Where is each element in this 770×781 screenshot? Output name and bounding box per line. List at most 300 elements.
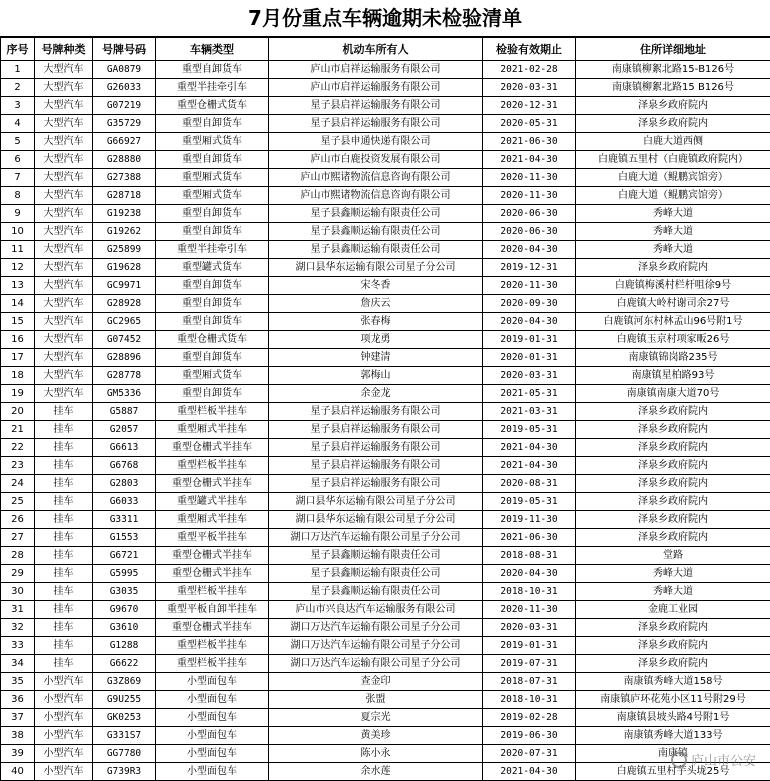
cell-plate-type: 小型汽车: [35, 691, 93, 709]
table-row: [1, 601, 770, 619]
cell-plate-type: 大型汽车: [35, 349, 93, 367]
cell-vehicle-type: 重型仓栅式货车: [156, 97, 269, 115]
cell-plate-type: 挂车: [35, 421, 93, 439]
cell-expiry: 2020-12-31: [483, 97, 576, 115]
cell-address: 南康镇: [576, 745, 770, 763]
cell-seq: 24: [1, 475, 35, 493]
cell-expiry: 2020-04-30: [483, 241, 576, 259]
cell-plate-type: 大型汽车: [35, 61, 93, 79]
table-row: [1, 655, 770, 673]
cell-plate-type: 大型汽车: [35, 187, 93, 205]
cell-owner: 星子县启祥运输服务有限公司: [269, 421, 483, 439]
cell-plate-number: G1553: [93, 529, 156, 547]
cell-plate-type: 小型汽车: [35, 673, 93, 691]
cell-seq: 28: [1, 547, 35, 565]
cell-vehicle-type: 重型自卸货车: [156, 151, 269, 169]
table-row: [1, 385, 770, 403]
table-row: [1, 493, 770, 511]
cell-plate-number: G5887: [93, 403, 156, 421]
cell-address: 白鹿大道（鲲鹏宾馆旁）: [576, 187, 770, 205]
cell-owner: 星子县鑫顺运输有限责任公司: [269, 583, 483, 601]
cell-plate-type: 大型汽车: [35, 169, 93, 187]
table-row: [1, 511, 770, 529]
cell-owner: 湖口万达汽车运输有限公司星子分公司: [269, 655, 483, 673]
cell-plate-type: 小型汽车: [35, 763, 93, 781]
cell-owner: 星子县启祥运输服务有限公司: [269, 475, 483, 493]
cell-vehicle-type: 重型仓栅式半挂车: [156, 565, 269, 583]
cell-plate-number: G25899: [93, 241, 156, 259]
cell-expiry: 2019-07-31: [483, 655, 576, 673]
table-row: [1, 331, 770, 349]
cell-address: 泽泉乡政府院内: [576, 421, 770, 439]
cell-seq: 15: [1, 313, 35, 331]
cell-vehicle-type: 重型厢式货车: [156, 187, 269, 205]
cell-vehicle-type: 重型厢式货车: [156, 367, 269, 385]
cell-plate-type: 大型汽车: [35, 313, 93, 331]
table-row: [1, 439, 770, 457]
cell-expiry: 2020-08-31: [483, 475, 576, 493]
cell-address: 泽泉乡政府院内: [576, 259, 770, 277]
cell-plate-number: G1288: [93, 637, 156, 655]
cell-plate-type: 大型汽车: [35, 385, 93, 403]
cell-address: 泽泉乡政府院内: [576, 475, 770, 493]
cell-plate-number: GM5336: [93, 385, 156, 403]
cell-vehicle-type: 重型自卸货车: [156, 61, 269, 79]
cell-expiry: 2019-05-31: [483, 421, 576, 439]
cell-owner: 星子县启祥运输服务有限公司: [269, 439, 483, 457]
cell-plate-type: 挂车: [35, 475, 93, 493]
table-row: [1, 115, 770, 133]
cell-owner: 湖口万达汽车运输有限公司星子分公司: [269, 529, 483, 547]
cell-seq: 26: [1, 511, 35, 529]
header-address: 住所详细地址: [576, 38, 770, 61]
cell-address: 金鹿工业园: [576, 601, 770, 619]
cell-expiry: 2021-06-30: [483, 133, 576, 151]
cell-vehicle-type: 重型厢式货车: [156, 169, 269, 187]
cell-plate-type: 大型汽车: [35, 133, 93, 151]
cell-plate-type: 挂车: [35, 601, 93, 619]
table-row: [1, 259, 770, 277]
cell-seq: 12: [1, 259, 35, 277]
cell-owner: 钟建清: [269, 349, 483, 367]
cell-seq: 20: [1, 403, 35, 421]
cell-owner: 陈小永: [269, 745, 483, 763]
cell-address: 秀峰大道: [576, 223, 770, 241]
cell-seq: 11: [1, 241, 35, 259]
table-row: [1, 583, 770, 601]
table-row: [1, 79, 770, 97]
table-row: [1, 403, 770, 421]
cell-owner: 湖口县华东运输有限公司星子分公司: [269, 259, 483, 277]
cell-expiry: 2019-06-30: [483, 727, 576, 745]
cell-address: 南康镇秀峰大道158号: [576, 673, 770, 691]
cell-seq: 3: [1, 97, 35, 115]
cell-seq: 38: [1, 727, 35, 745]
cell-owner: 庐山市熙诸物流信息咨询有限公司: [269, 187, 483, 205]
cell-owner: 夏宗光: [269, 709, 483, 727]
cell-vehicle-type: 重型仓栅式半挂车: [156, 547, 269, 565]
cell-expiry: 2018-10-31: [483, 583, 576, 601]
cell-owner: 庐山市启祥运输服务有限公司: [269, 79, 483, 97]
cell-plate-type: 挂车: [35, 529, 93, 547]
cell-plate-number: G19628: [93, 259, 156, 277]
cell-address: 泽泉乡政府院内: [576, 115, 770, 133]
cell-expiry: 2019-01-31: [483, 331, 576, 349]
cell-owner: 星子县鑫顺运输有限责任公司: [269, 223, 483, 241]
table-row: [1, 763, 770, 781]
cell-owner: 星子县启祥运输服务有限公司: [269, 403, 483, 421]
cell-plate-number: G6033: [93, 493, 156, 511]
table-row: [1, 745, 770, 763]
cell-expiry: 2020-01-31: [483, 349, 576, 367]
cell-owner: 项龙勇: [269, 331, 483, 349]
cell-expiry: 2020-11-30: [483, 187, 576, 205]
cell-owner: 湖口县华东运输有限公司星子分公司: [269, 493, 483, 511]
cell-expiry: 2021-04-30: [483, 439, 576, 457]
table-row: [1, 529, 770, 547]
table-row: [1, 97, 770, 115]
cell-vehicle-type: 重型自卸货车: [156, 295, 269, 313]
cell-owner: 星子县启祥运输服务有限公司: [269, 97, 483, 115]
cell-owner: 余水莲: [269, 763, 483, 781]
cell-vehicle-type: 重型自卸货车: [156, 349, 269, 367]
cell-owner: 星子县启祥运输服务有限公司: [269, 115, 483, 133]
cell-address: 泽泉乡政府院内: [576, 529, 770, 547]
cell-plate-number: G6768: [93, 457, 156, 475]
header-vehicle-type: 车辆类型: [156, 38, 269, 61]
cell-expiry: 2020-03-31: [483, 619, 576, 637]
cell-vehicle-type: 重型半挂牵引车: [156, 241, 269, 259]
table-row: [1, 367, 770, 385]
cell-plate-number: G07219: [93, 97, 156, 115]
cell-expiry: 2021-04-30: [483, 457, 576, 475]
cell-plate-number: GC2965: [93, 313, 156, 331]
cell-plate-number: G3035: [93, 583, 156, 601]
cell-vehicle-type: 重型仓栅式半挂车: [156, 475, 269, 493]
cell-address: 南康镇锦岗路235号: [576, 349, 770, 367]
header-expiry: 检验有效期止: [483, 38, 576, 61]
cell-owner: 庐山市启祥运输服务有限公司: [269, 61, 483, 79]
cell-plate-type: 挂车: [35, 511, 93, 529]
cell-vehicle-type: 重型厢式货车: [156, 133, 269, 151]
cell-seq: 13: [1, 277, 35, 295]
cell-owner: 星子县申通快递有限公司: [269, 133, 483, 151]
cell-plate-number: G6613: [93, 439, 156, 457]
cell-seq: 32: [1, 619, 35, 637]
cell-plate-type: 挂车: [35, 457, 93, 475]
cell-owner: 星子县鑫顺运输有限责任公司: [269, 565, 483, 583]
cell-address: 南康镇秀峰大道133号: [576, 727, 770, 745]
cell-seq: 29: [1, 565, 35, 583]
cell-expiry: 2020-03-31: [483, 79, 576, 97]
cell-vehicle-type: 重型栏板半挂车: [156, 403, 269, 421]
table-row: [1, 169, 770, 187]
cell-expiry: 2020-04-30: [483, 565, 576, 583]
cell-plate-type: 挂车: [35, 403, 93, 421]
cell-address: 白鹿大道西侧: [576, 133, 770, 151]
cell-address: 南康镇南康大道70号: [576, 385, 770, 403]
cell-plate-number: G6622: [93, 655, 156, 673]
cell-seq: 6: [1, 151, 35, 169]
cell-plate-number: GK0253: [93, 709, 156, 727]
cell-plate-number: GG7780: [93, 745, 156, 763]
watermark-text: 庐山市公安: [690, 754, 756, 769]
cell-address: 白鹿镇大岭村谢司余27号: [576, 295, 770, 313]
cell-seq: 4: [1, 115, 35, 133]
cell-plate-number: G66927: [93, 133, 156, 151]
cell-plate-number: G28778: [93, 367, 156, 385]
cell-vehicle-type: 小型面包车: [156, 763, 269, 781]
cell-plate-number: G28880: [93, 151, 156, 169]
cell-expiry: 2019-02-28: [483, 709, 576, 727]
cell-vehicle-type: 重型自卸货车: [156, 385, 269, 403]
cell-plate-type: 大型汽车: [35, 79, 93, 97]
table-row: [1, 565, 770, 583]
cell-seq: 36: [1, 691, 35, 709]
cell-address: 泽泉乡政府院内: [576, 403, 770, 421]
table-row: [1, 133, 770, 151]
cell-vehicle-type: 重型罐式半挂车: [156, 493, 269, 511]
cell-expiry: 2020-07-31: [483, 745, 576, 763]
cell-address: 白鹿大道（鲲鹏宾馆旁）: [576, 169, 770, 187]
cell-seq: 34: [1, 655, 35, 673]
table-row: [1, 205, 770, 223]
cell-vehicle-type: 重型厢式半挂车: [156, 421, 269, 439]
cell-plate-number: G28928: [93, 295, 156, 313]
cell-vehicle-type: 重型自卸货车: [156, 223, 269, 241]
cell-expiry: 2020-04-30: [483, 313, 576, 331]
cell-seq: 22: [1, 439, 35, 457]
cell-plate-type: 大型汽车: [35, 205, 93, 223]
cell-address: 泽泉乡政府院内: [576, 655, 770, 673]
header-row: [1, 38, 770, 61]
cell-vehicle-type: 重型自卸货车: [156, 115, 269, 133]
cell-vehicle-type: 小型面包车: [156, 673, 269, 691]
header-seq: 序号: [1, 38, 35, 61]
cell-plate-number: G2803: [93, 475, 156, 493]
cell-expiry: 2018-08-31: [483, 547, 576, 565]
cell-plate-number: G19262: [93, 223, 156, 241]
cell-address: 南康镇县坡头路4号附1号: [576, 709, 770, 727]
cell-seq: 39: [1, 745, 35, 763]
cell-vehicle-type: 重型自卸货车: [156, 277, 269, 295]
cell-seq: 25: [1, 493, 35, 511]
cell-plate-number: G35729: [93, 115, 156, 133]
cell-plate-number: G26033: [93, 79, 156, 97]
cell-plate-type: 大型汽车: [35, 223, 93, 241]
cell-address: 泽泉乡政府院内: [576, 97, 770, 115]
cell-plate-type: 大型汽车: [35, 151, 93, 169]
cell-expiry: 2021-05-31: [483, 385, 576, 403]
cell-address: 南康镇星柏路93号: [576, 367, 770, 385]
cell-expiry: 2021-03-31: [483, 403, 576, 421]
cell-plate-type: 挂车: [35, 637, 93, 655]
cell-plate-number: G5995: [93, 565, 156, 583]
cell-owner: 庐山市白鹿投资发展有限公司: [269, 151, 483, 169]
cell-seq: 33: [1, 637, 35, 655]
cell-seq: 18: [1, 367, 35, 385]
cell-owner: 星子县鑫顺运输有限责任公司: [269, 205, 483, 223]
table-row: [1, 727, 770, 745]
cell-plate-type: 挂车: [35, 439, 93, 457]
cell-plate-type: 挂车: [35, 619, 93, 637]
wechat-account-icon: [671, 752, 687, 768]
cell-plate-type: 小型汽车: [35, 727, 93, 745]
cell-owner: 张春梅: [269, 313, 483, 331]
cell-expiry: 2021-06-30: [483, 529, 576, 547]
table-row: [1, 241, 770, 259]
cell-address: 泽泉乡政府院内: [576, 637, 770, 655]
table-row: [1, 691, 770, 709]
cell-expiry: 2020-05-31: [483, 115, 576, 133]
cell-plate-number: G27388: [93, 169, 156, 187]
cell-address: 白鹿镇五里村（白鹿镇政府院内）: [576, 151, 770, 169]
cell-owner: 詹庆云: [269, 295, 483, 313]
cell-expiry: 2020-06-30: [483, 223, 576, 241]
vehicle-table: [0, 37, 770, 781]
cell-owner: 湖口万达汽车运输有限公司星子分公司: [269, 619, 483, 637]
cell-seq: 10: [1, 223, 35, 241]
cell-plate-number: G9670: [93, 601, 156, 619]
cell-vehicle-type: 重型栏板半挂车: [156, 583, 269, 601]
cell-seq: 16: [1, 331, 35, 349]
cell-vehicle-type: 重型仓栅式半挂车: [156, 439, 269, 457]
cell-plate-number: G3610: [93, 619, 156, 637]
cell-address: 白鹿镇玉京村项家畈26号: [576, 331, 770, 349]
cell-expiry: 2019-05-31: [483, 493, 576, 511]
cell-owner: 庐山市兴良达汽车运输服务有限公司: [269, 601, 483, 619]
cell-vehicle-type: 小型面包车: [156, 745, 269, 763]
cell-plate-type: 小型汽车: [35, 709, 93, 727]
cell-vehicle-type: 小型面包车: [156, 727, 269, 745]
cell-plate-number: G3Z869: [93, 673, 156, 691]
table-row: [1, 349, 770, 367]
cell-plate-number: G739R3: [93, 763, 156, 781]
cell-vehicle-type: 重型栏板半挂车: [156, 637, 269, 655]
cell-address: 南康镇庐环花苑小区11号附29号: [576, 691, 770, 709]
cell-owner: 黄美珍: [269, 727, 483, 745]
cell-plate-number: G331S7: [93, 727, 156, 745]
cell-plate-type: 小型汽车: [35, 745, 93, 763]
cell-vehicle-type: 重型罐式货车: [156, 259, 269, 277]
cell-plate-number: G3311: [93, 511, 156, 529]
cell-expiry: 2020-03-31: [483, 367, 576, 385]
cell-vehicle-type: 重型仓栅式半挂车: [156, 619, 269, 637]
cell-plate-number: G6721: [93, 547, 156, 565]
cell-vehicle-type: 重型平板自卸半挂车: [156, 601, 269, 619]
cell-seq: 27: [1, 529, 35, 547]
cell-seq: 7: [1, 169, 35, 187]
table-row: [1, 421, 770, 439]
cell-seq: 19: [1, 385, 35, 403]
cell-address: 白鹿镇五里村芋头垅25号: [576, 763, 770, 781]
cell-address: 白鹿镇梅溪村栏杆咀徐9号: [576, 277, 770, 295]
cell-plate-number: G28718: [93, 187, 156, 205]
cell-expiry: 2020-09-30: [483, 295, 576, 313]
table-row: [1, 61, 770, 79]
cell-owner: 湖口万达汽车运输有限公司星子分公司: [269, 637, 483, 655]
cell-owner: 余金龙: [269, 385, 483, 403]
cell-address: 泽泉乡政府院内: [576, 457, 770, 475]
cell-plate-type: 挂车: [35, 565, 93, 583]
cell-address: 泽泉乡政府院内: [576, 511, 770, 529]
cell-plate-type: 挂车: [35, 493, 93, 511]
cell-owner: 郭梅山: [269, 367, 483, 385]
cell-expiry: 2021-04-30: [483, 763, 576, 781]
cell-seq: 5: [1, 133, 35, 151]
table-row: [1, 547, 770, 565]
cell-vehicle-type: 重型自卸货车: [156, 205, 269, 223]
cell-plate-number: GA0879: [93, 61, 156, 79]
table-row: [1, 277, 770, 295]
cell-seq: 37: [1, 709, 35, 727]
cell-plate-number: G2057: [93, 421, 156, 439]
cell-address: 秀峰大道: [576, 241, 770, 259]
cell-expiry: 2018-10-31: [483, 691, 576, 709]
cell-address: 秀峰大道: [576, 205, 770, 223]
cell-seq: 40: [1, 763, 35, 781]
cell-vehicle-type: 重型自卸货车: [156, 313, 269, 331]
cell-plate-number: G07452: [93, 331, 156, 349]
cell-owner: 星子县启祥运输服务有限公司: [269, 457, 483, 475]
cell-plate-number: G19238: [93, 205, 156, 223]
cell-seq: 1: [1, 61, 35, 79]
cell-vehicle-type: 小型面包车: [156, 691, 269, 709]
header-plate-type: 号牌种类: [35, 38, 93, 61]
cell-plate-type: 挂车: [35, 655, 93, 673]
cell-address: 堂路: [576, 547, 770, 565]
cell-plate-type: 大型汽车: [35, 259, 93, 277]
cell-seq: 8: [1, 187, 35, 205]
cell-vehicle-type: 重型厢式半挂车: [156, 511, 269, 529]
watermark: [671, 750, 756, 769]
cell-address: 泽泉乡政府院内: [576, 619, 770, 637]
cell-plate-type: 大型汽车: [35, 241, 93, 259]
cell-expiry: 2021-04-30: [483, 151, 576, 169]
cell-address: 白鹿镇河东村林孟山96号附1号: [576, 313, 770, 331]
cell-seq: 21: [1, 421, 35, 439]
cell-address: 南康镇柳絮北路15 B126号: [576, 79, 770, 97]
cell-address: 泽泉乡政府院内: [576, 493, 770, 511]
cell-expiry: 2021-02-28: [483, 61, 576, 79]
cell-expiry: 2020-11-30: [483, 277, 576, 295]
table-row: [1, 313, 770, 331]
cell-plate-number: G9U255: [93, 691, 156, 709]
cell-plate-type: 大型汽车: [35, 277, 93, 295]
header-owner: 机动车所有人: [269, 38, 483, 61]
cell-plate-type: 挂车: [35, 547, 93, 565]
cell-seq: 2: [1, 79, 35, 97]
cell-vehicle-type: 重型仓栅式货车: [156, 331, 269, 349]
cell-address: 秀峰大道: [576, 583, 770, 601]
cell-seq: 23: [1, 457, 35, 475]
table-row: [1, 673, 770, 691]
cell-expiry: 2020-11-30: [483, 169, 576, 187]
cell-plate-type: 大型汽车: [35, 367, 93, 385]
cell-address: 泽泉乡政府院内: [576, 439, 770, 457]
table-row: [1, 223, 770, 241]
cell-expiry: 2018-07-31: [483, 673, 576, 691]
cell-address: 秀峰大道: [576, 565, 770, 583]
cell-seq: 30: [1, 583, 35, 601]
cell-owner: 湖口县华东运输有限公司星子分公司: [269, 511, 483, 529]
cell-vehicle-type: 重型半挂牵引车: [156, 79, 269, 97]
cell-owner: 宋冬香: [269, 277, 483, 295]
cell-vehicle-type: 重型栏板半挂车: [156, 655, 269, 673]
table-row: [1, 637, 770, 655]
table-row: [1, 457, 770, 475]
cell-plate-number: G28896: [93, 349, 156, 367]
